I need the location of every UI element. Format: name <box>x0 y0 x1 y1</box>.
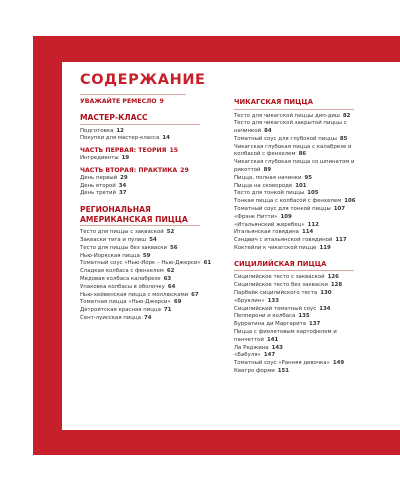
toc-entry-label: Пицца на сковороде <box>234 182 293 189</box>
toc-entry-page: 135 <box>298 313 310 320</box>
toc-entry[interactable] <box>234 159 364 175</box>
toc-entry[interactable] <box>80 245 220 253</box>
toc-entry-label: День первый <box>80 174 118 181</box>
toc-entry-page: 149 <box>332 360 345 367</box>
toc-entry-page: 114 <box>301 229 314 236</box>
toc-entry-label: Упаковка колбасы в оболочку <box>80 283 165 290</box>
toc-entry-page: 69 <box>173 299 182 306</box>
toc-entry-page: 67 <box>191 291 199 298</box>
part1-list <box>80 155 220 163</box>
toc-entry-label: «Бруклин» <box>234 297 265 304</box>
regional-list <box>80 229 220 323</box>
toc-entry-label: Тонкая пицца с колбасой с фенхелем <box>234 198 342 205</box>
toc-entry-page: 19 <box>121 155 130 162</box>
toc-entry[interactable] <box>234 222 364 230</box>
toc-entry-page: 141 <box>266 336 279 343</box>
toc-entry[interactable] <box>80 307 220 315</box>
toc-entry-page: 61 <box>203 260 212 267</box>
toc-entry[interactable] <box>234 298 364 306</box>
toc-entry-label: День третий <box>80 190 116 197</box>
toc-entry[interactable] <box>234 329 364 345</box>
toc-entry-page: 56 <box>170 244 178 251</box>
toc-entry-label: Томатная пицца «Нью-Джерси» <box>80 299 171 306</box>
toc-entry-page: 105 <box>307 190 319 197</box>
toc-entry-page: 151 <box>277 367 290 374</box>
toc-entry[interactable] <box>234 352 364 360</box>
toc-entry-label: Тесто для чикагской пиццы дип-диш <box>234 112 340 119</box>
toc-entry-page: 74 <box>143 315 152 322</box>
toc-entry[interactable] <box>234 282 364 290</box>
toc-right-column <box>234 98 364 376</box>
toc-entry[interactable] <box>234 245 364 253</box>
toc-entry-page: 63 <box>163 276 172 283</box>
toc-entry[interactable] <box>234 290 364 298</box>
toc-entry[interactable] <box>80 128 220 136</box>
toc-entry-label: Тесто для тонкой пиццы <box>234 190 305 197</box>
toc-entry[interactable] <box>80 135 220 143</box>
toc-entry-label: Томатный соус для тонкой пиццы <box>234 206 331 213</box>
toc-left-column <box>80 98 220 323</box>
toc-entry-label: Сицилийский томатный соус <box>234 305 317 312</box>
section-heading-master-class: МАСТЕР-КЛАСС <box>80 113 148 122</box>
part2-list <box>80 175 220 198</box>
toc-entry-page: 128 <box>330 282 343 289</box>
section-heading-chicago: ЧИКАГСКАЯ ПИЦЦА <box>234 98 313 106</box>
toc-entry[interactable] <box>234 360 364 368</box>
toc-entry[interactable] <box>234 313 364 321</box>
toc-entry-page: 52 <box>166 229 175 236</box>
section-divider <box>234 270 354 271</box>
toc-entry-label: «Итальянский жеребец» <box>234 221 305 228</box>
toc-entry-label: Закваски тига и пулиш <box>80 237 147 244</box>
toc-entry[interactable] <box>80 190 220 198</box>
toc-entry-page: 147 <box>263 352 276 359</box>
toc-entry-label: Итальянская говядина <box>234 229 299 236</box>
toc-entry-page: 34 <box>118 182 127 189</box>
toc-entry[interactable] <box>234 229 364 237</box>
toc-entry-label: Сицилийское тесто с закваской <box>234 274 325 281</box>
sicilian-list <box>234 274 364 375</box>
toc-entry-label: Пепперони и колбаса <box>234 313 296 320</box>
toc-entry[interactable] <box>234 183 364 191</box>
toc-entry[interactable] <box>234 175 364 183</box>
toc-entry-page: 107 <box>333 206 345 213</box>
toc-entry[interactable] <box>80 237 220 245</box>
toc-entry[interactable] <box>234 198 364 206</box>
toc-entry-label: Детройтская красная пицца <box>80 307 161 314</box>
toc-entry-page: 119 <box>319 245 331 252</box>
toc-entry-page: 14 <box>162 135 170 142</box>
toc-entry[interactable] <box>80 253 220 261</box>
toc-entry-label: Нью-Йоркская пицца <box>80 252 140 259</box>
master-class-list <box>80 128 220 144</box>
toc-entry-page: 112 <box>307 221 319 228</box>
toc-entry[interactable] <box>234 368 364 376</box>
toc-entry-part1[interactable] <box>80 147 220 155</box>
toc-entry-label: Тесто для чикагской закрытой пиццы с начинкой <box>234 120 347 135</box>
toc-entry[interactable] <box>234 237 364 245</box>
toc-entry-page: 101 <box>295 182 307 189</box>
toc-entry-page: 106 <box>344 198 356 205</box>
toc-entry-label: Подготовка <box>80 127 114 134</box>
toc-entry[interactable] <box>234 345 364 353</box>
toc-entry-label: Нью-хейвенская пицца с моллюсками <box>80 291 189 298</box>
toc-entry-label: «Бабуля» <box>234 352 261 359</box>
toc-entry-page: 89 <box>263 167 272 174</box>
section-divider <box>80 124 200 125</box>
title-divider <box>80 94 186 95</box>
toc-entry-label: Бурратина ди Маргарита <box>234 321 307 328</box>
toc-entry-intro[interactable] <box>80 98 220 106</box>
toc-entry[interactable] <box>234 113 364 121</box>
toc-entry-label: Коктейли к чикагской пицце <box>234 245 317 252</box>
toc-entry[interactable] <box>80 276 220 284</box>
toc-entry-label: Тесто для пиццы с закваской <box>80 229 164 236</box>
chicago-list <box>234 113 364 253</box>
toc-entry-page: 95 <box>304 174 312 181</box>
toc-entry-page: 130 <box>320 289 332 296</box>
toc-entry-label: Сладкая колбаса с фенхелем <box>80 268 164 275</box>
toc-entry-label: Чикагская глубокая пицца со шпинатом и рикоттой <box>234 159 355 174</box>
toc-entry[interactable] <box>80 268 220 276</box>
toc-entry[interactable] <box>234 206 364 214</box>
toc-entry[interactable] <box>234 274 364 282</box>
toc-entry-page: 133 <box>267 297 279 304</box>
toc-entry-label: Ингредиенты <box>80 155 119 162</box>
toc-entry-page: 143 <box>271 344 283 351</box>
toc-entry-page: 37 <box>118 190 127 197</box>
toc-entry-page: 29 <box>120 174 128 181</box>
toc-entry[interactable] <box>234 136 364 144</box>
page-title: СОДЕРЖАНИЕ <box>80 72 206 88</box>
toc-entry-page: 86 <box>298 151 307 158</box>
section-heading-sicilian: СИЦИЛИЙСКАЯ ПИЦЦА <box>234 259 327 268</box>
toc-entry-label: Ла Реджина <box>234 344 269 351</box>
toc-entry[interactable] <box>234 321 364 329</box>
toc-entry-label: Кватро форми <box>234 367 275 374</box>
toc-entry-page: 117 <box>335 237 347 244</box>
toc-entry-page: 71 <box>163 307 172 314</box>
toc-entry-page: 85 <box>339 135 348 142</box>
toc-entry[interactable] <box>80 284 220 292</box>
toc-entry-page: 64 <box>167 283 176 290</box>
toc-entry[interactable] <box>234 144 364 160</box>
toc-entry[interactable] <box>234 214 364 222</box>
toc-entry-page: 62 <box>166 268 175 275</box>
toc-entry[interactable] <box>80 183 220 191</box>
toc-entry-label: Покупки для мастер-класса <box>80 135 160 142</box>
toc-entry-page: 134 <box>319 305 331 312</box>
toc-entry-label: Парбейк сицилийского теста <box>234 289 318 296</box>
toc-entry-label: Томатный соус «Ранняя девочка» <box>234 360 330 367</box>
toc-entry[interactable] <box>80 175 220 183</box>
toc-entry[interactable] <box>80 299 220 307</box>
toc-entry-page: 12 <box>116 127 124 134</box>
toc-entry[interactable] <box>80 292 220 300</box>
toc-entry-page: 84 <box>264 128 272 135</box>
toc-entry-page: 54 <box>149 237 157 244</box>
toc-entry-label: Пицца, полная начинки <box>234 174 302 181</box>
toc-entry[interactable] <box>234 306 364 314</box>
toc-entry-label: День второй <box>80 182 116 189</box>
toc-entry[interactable] <box>80 260 220 268</box>
toc-entry-label: Томатный соус «Нью-Йорк – Нью-Джерси» <box>80 260 201 267</box>
toc-entry-label: ЧАСТЬ ВТОРАЯ: ПРАКТИКА <box>80 166 178 174</box>
toc-entry-page: 109 <box>280 213 292 220</box>
toc-entry-label: Томатный соус для глубокой пиццы <box>234 135 337 142</box>
toc-entry[interactable] <box>234 120 364 136</box>
toc-entry-label: Медовая колбаса калабрезе <box>80 276 161 283</box>
toc-entry-label: УВАЖАЙТЕ РЕМЕСЛО <box>80 98 157 105</box>
toc-entry[interactable] <box>80 229 220 237</box>
toc-entry-label: Сент-луисская пицца <box>80 315 141 322</box>
toc-entry-page: 15 <box>169 147 179 155</box>
toc-entry-part2[interactable] <box>80 167 220 175</box>
toc-entry-page: 137 <box>309 321 321 328</box>
section-heading-regional-line1: РЕГИОНАЛЬНАЯ <box>80 205 151 215</box>
toc-entry-label: ЧАСТЬ ПЕРВАЯ: ТЕОРИЯ <box>80 147 167 155</box>
section-heading-regional-line2: АМЕРИКАНСКАЯ ПИЦЦА <box>80 214 188 224</box>
toc-entry-page: 9 <box>159 98 164 105</box>
toc-entry[interactable] <box>80 155 220 163</box>
toc-entry-label: «Фрэнк Нитти» <box>234 213 278 220</box>
toc-entry-page: 29 <box>180 166 189 174</box>
toc-entry-page: 59 <box>142 252 151 259</box>
section-divider <box>80 225 200 226</box>
section-divider <box>234 109 354 110</box>
toc-entry-label: Тесто для пиццы без закваски <box>80 244 168 251</box>
toc-entry-label: Сицилийское тесто без закваски <box>234 282 328 289</box>
toc-entry-label: Чикагская глубокая пицца с калабрезе и колбасой с фенхелем <box>234 143 352 158</box>
toc-entry-page: 126 <box>327 274 339 281</box>
toc-entry[interactable] <box>234 190 364 198</box>
toc-entry[interactable] <box>80 315 220 323</box>
toc-entry-page: 82 <box>342 112 351 119</box>
toc-entry-label: Сэндвич с итальянской говядиной <box>234 237 333 244</box>
toc-entry-label: Пицца с фиолетовым картофелем и панчеттой <box>234 328 337 343</box>
